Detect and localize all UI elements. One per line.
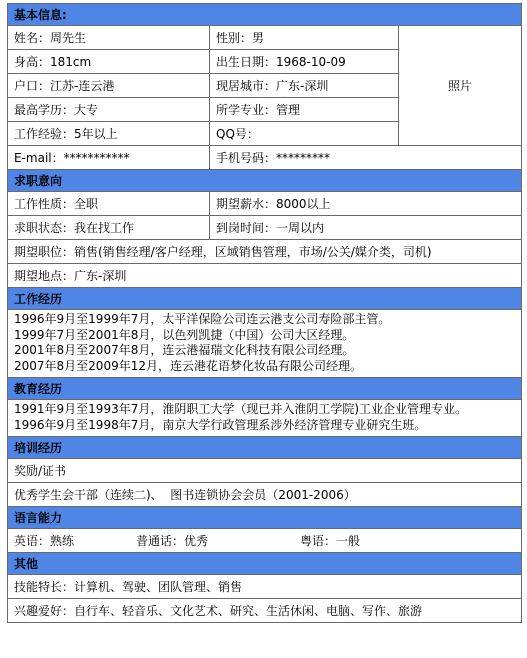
list-item: 1991年9月至1993年7月，淮阴职工大学（现已并入淮阴工学院)工业企业管理专业。 [14,402,468,416]
cantonese-level: 粤语：一般 [300,534,361,548]
section-work-header [8,288,522,310]
english-level: 英语：熟练 [14,534,75,548]
row-languages [8,529,522,553]
row-status-arrival [8,216,522,240]
row-skills [8,575,522,599]
job-status-field: 求职状态：我在找工作 [8,216,210,240]
section-title: 培训经历 [8,437,522,459]
resume-document [7,3,521,623]
row-location [8,264,522,288]
list-item: 1999年7月至2001年8月，以色列凯捷（中国）公司大区经理。 [14,327,355,342]
row-nature-salary [8,192,522,216]
section-language-header [8,507,522,529]
language-levels [8,529,522,553]
section-title: 基本信息: [8,4,522,26]
mandarin-level: 普通话：优秀 [136,534,209,548]
list-item: 1996年9月至1998年7月，南京大学行政管理系涉外经济管理专业研究生班。 [14,417,427,432]
gender-field: 性别：男 [210,26,399,50]
row-name-gender [8,26,522,50]
section-basic-header [8,4,522,26]
section-title: 语言能力 [8,507,522,529]
section-title: 工作经历 [8,288,522,310]
phone-field: 手机号码：********* [210,146,522,170]
experience-field: 工作经验：5年以上 [8,122,210,146]
section-title: 求职意向 [8,170,522,192]
section-intent-header [8,170,522,192]
education-history [8,400,522,437]
residence-field: 现居城市：广东-深圳 [210,74,399,98]
birth-field: 出生日期：1968-10-09 [210,50,399,74]
row-award-list [8,483,522,507]
row-hobbies [8,599,522,623]
section-edu-header [8,378,522,400]
photo-placeholder: 照片 [399,26,522,146]
resume-table [7,3,522,623]
hukou-field: 户口：江苏-连云港 [8,74,210,98]
section-other-header [8,553,522,575]
name-field: 姓名：周先生 [8,26,210,50]
salary-field: 期望薪水：8000以上 [210,192,522,216]
position-field: 期望职位：销售(销售经理/客户经理，区域销售管理，市场/公关/媒介类，司机) [8,240,522,264]
row-awards-label [8,459,522,483]
list-item: 1996年9月至1999年7月，太平洋保险公司连云港支公司寿险部主管。 [14,312,391,326]
education-field: 最高学历：大专 [8,98,210,122]
section-title: 教育经历 [8,378,522,400]
hobbies-field: 兴趣爱好：自行车、轻音乐、文化艺术、研究、生活休闲、电脑、写作、旅游 [8,599,522,623]
section-title: 其他 [8,553,522,575]
height-field: 身高：181cm [8,50,210,74]
list-item: 2001年8月至2007年8月，连云港福瑞文化科技有限公司经理。 [14,343,355,357]
skills-field: 技能特长：计算机、驾驶、团队管理、销售 [8,575,522,599]
email-field: E-mail：*********** [8,146,210,170]
qq-field: QQ号： [210,122,399,146]
arrival-field: 到岗时间：一周以内 [210,216,522,240]
work-history [8,310,522,378]
awards-label: 奖励/证书 [8,459,522,483]
row-work-items [8,310,522,378]
major-field: 所学专业：管理 [210,98,399,122]
list-item: 2007年8月至2009年12月，连云港花语梦化妆品有限公司经理。 [14,358,362,373]
job-nature-field: 工作性质：全职 [8,192,210,216]
row-email-phone [8,146,522,170]
location-field: 期望地点：广东-深圳 [8,264,522,288]
award-list: 优秀学生会干部（连续二)、 图书连锁协会会员（2001-2006） [8,483,522,507]
row-edu-items [8,400,522,437]
row-position [8,240,522,264]
section-training-header [8,437,522,459]
